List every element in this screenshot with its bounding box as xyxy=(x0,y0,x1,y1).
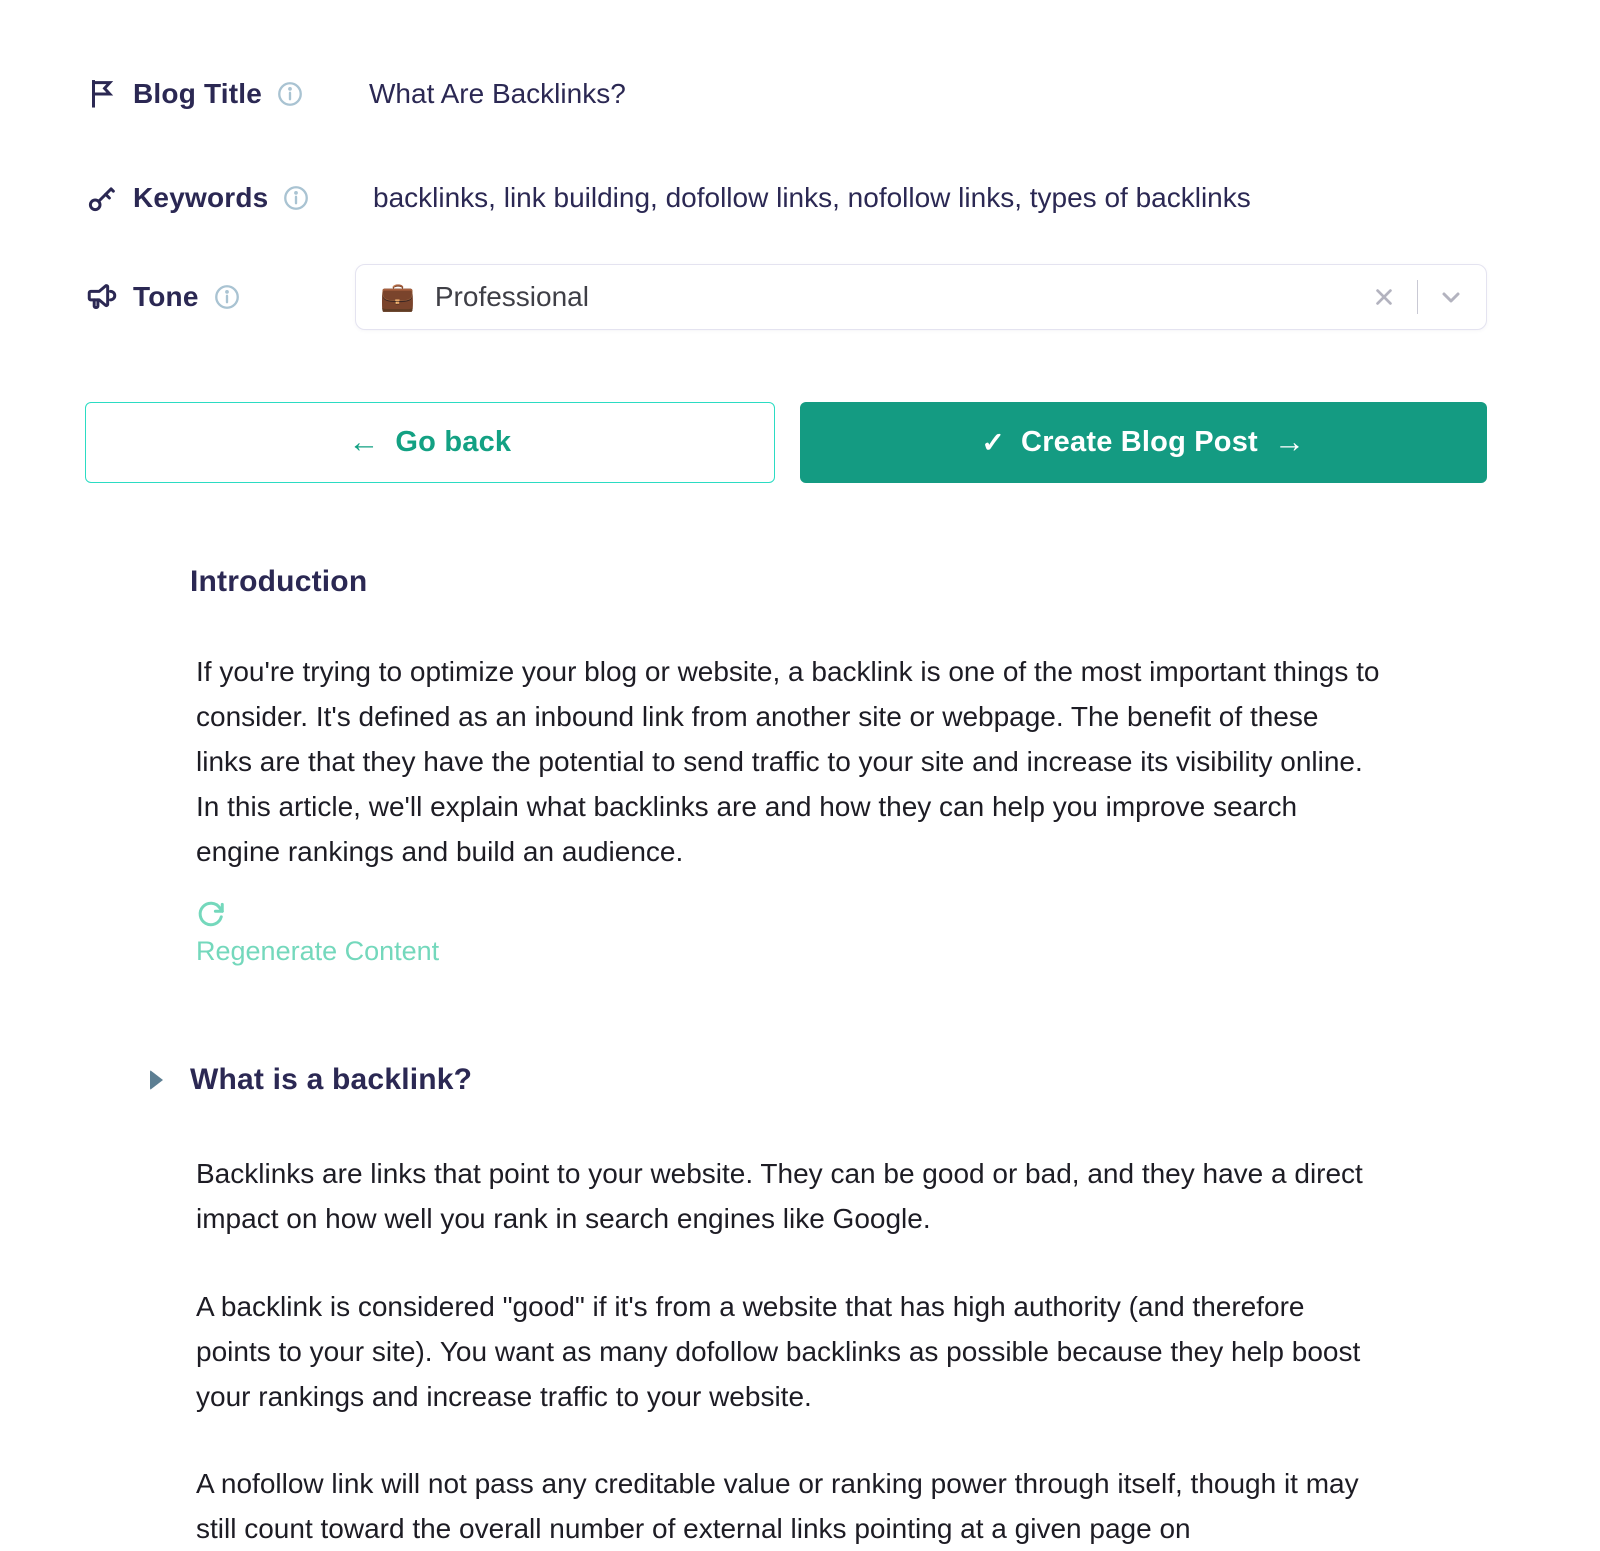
blog-title-value: What Are Backlinks? xyxy=(369,78,626,109)
briefcase-emoji-icon: 💼 xyxy=(380,281,415,312)
body-paragraph: A nofollow link will not pass any creditable value or ranking power through itself, though it may still count toward the overall number of external links pointing at a given page on xyxy=(196,1467,1359,1544)
chevron-down-icon[interactable] xyxy=(1436,282,1466,312)
section-body xyxy=(190,1151,1380,1551)
go-back-label: Go back xyxy=(395,426,512,458)
clear-selection-icon[interactable] xyxy=(1369,282,1399,312)
section-heading-row xyxy=(190,1063,1380,1097)
body-paragraph: A backlink is considered "good" if it's from a website that has high authority (and therefore points to your site). You want as many dofollow backlinks as possible because they help boost your rankings and increase traffic to your website. xyxy=(196,1290,1361,1412)
keywords-label-group xyxy=(85,181,355,215)
tone-row xyxy=(85,264,1487,330)
tone-select[interactable] xyxy=(355,264,1487,330)
blog-title-info-icon[interactable] xyxy=(276,80,304,108)
tone-selected-value: Professional xyxy=(434,281,589,312)
create-blog-post-button[interactable] xyxy=(800,402,1488,483)
create-blog-post-label: Create Blog Post xyxy=(1021,426,1258,458)
select-divider xyxy=(1417,280,1419,314)
check-icon: ✓ xyxy=(981,426,1006,458)
tone-label-group xyxy=(85,280,355,314)
generated-article xyxy=(190,565,1380,1551)
intro-paragraph: If you're trying to optimize your blog or website, a backlink is one of the most important things to consider. It's defined as an inbound link from another site or webpage. The benefit of these links are that they have the potential to send traffic to your site and increase its visibility online. In this article, we'll explain what backlinks are and how they can help you improve search engine rankings and build an audience. xyxy=(196,656,1380,868)
regenerate-content-button[interactable] xyxy=(190,900,439,967)
keywords-row xyxy=(85,174,1487,222)
keywords-label: Keywords xyxy=(133,182,269,213)
tone-label: Tone xyxy=(133,281,199,312)
collapse-toggle-icon[interactable] xyxy=(150,1070,163,1090)
go-back-button[interactable] xyxy=(85,402,775,483)
key-icon xyxy=(85,181,119,215)
left-arrow-icon: ← xyxy=(348,424,380,459)
blog-title-label: Blog Title xyxy=(133,78,263,109)
regenerate-icon xyxy=(196,900,226,930)
right-arrow-icon: → xyxy=(1273,424,1306,459)
keywords-value: backlinks, link building, dofollow links, nofollow links, types of backlinks xyxy=(373,182,1251,213)
tone-info-icon[interactable] xyxy=(213,283,241,311)
section-heading: What is a backlink? xyxy=(190,1063,473,1097)
regenerate-content-label: Regenerate Content xyxy=(196,936,440,967)
intro-heading: Introduction xyxy=(190,565,368,598)
blog-title-row xyxy=(85,70,1487,118)
megaphone-icon xyxy=(85,280,119,314)
body-paragraph: Backlinks are links that point to your website. They can be good or bad, and they have a direct impact on how well you rank in search engines like Google. xyxy=(196,1158,1363,1235)
blog-form xyxy=(85,70,1487,330)
blog-title-label-group xyxy=(85,77,355,111)
action-buttons-row xyxy=(85,402,1487,483)
keywords-info-icon[interactable] xyxy=(282,184,310,212)
flag-icon xyxy=(85,77,119,111)
